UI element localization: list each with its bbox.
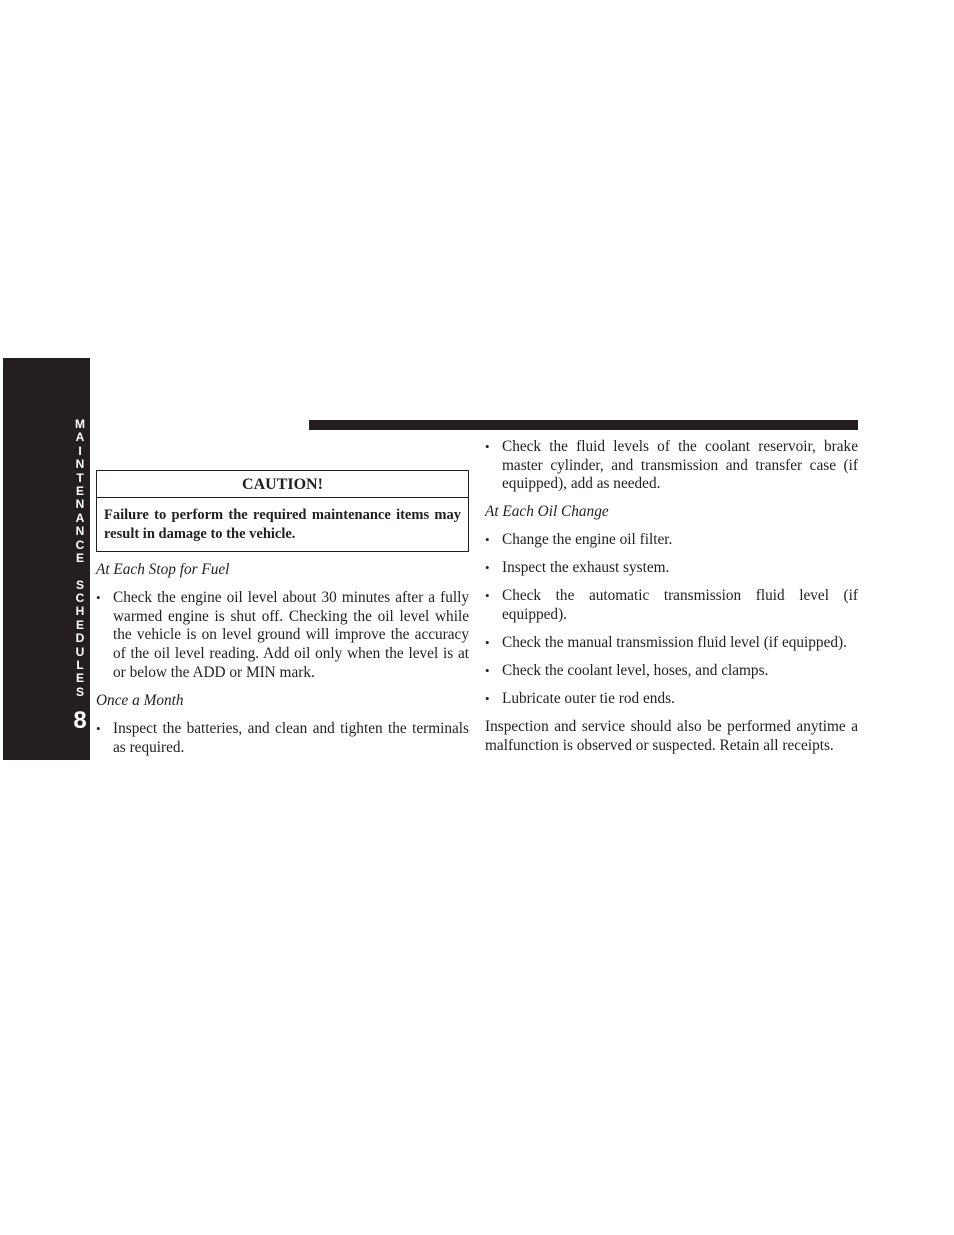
list-item-text: Inspect the batteries, and clean and tighten the terminals as required. (113, 719, 469, 756)
chapter-tab-letter: T (76, 470, 84, 485)
chapter-tab-letter: E (75, 671, 84, 686)
section-rule (309, 420, 858, 430)
bullet-icon: • (96, 590, 101, 605)
chapter-tab-letter: E (75, 617, 84, 632)
chapter-tab-letter: L (76, 658, 84, 673)
list-item (485, 634, 858, 653)
oil-change-heading: At Each Oil Change (485, 503, 609, 521)
chapter-tab-letter: A (75, 430, 85, 445)
chapter-tab-letter: E (75, 550, 84, 565)
list-item-text: Check the coolant level, hoses, and clamps. (502, 662, 769, 680)
list-item-text: Inspect the exhaust system. (502, 559, 670, 577)
list-item (485, 559, 858, 578)
list-item (485, 690, 858, 709)
fuel-heading: At Each Stop for Fuel (96, 561, 230, 578)
chapter-tab-letter: E (75, 483, 84, 498)
list-item-text: Change the engine oil filter. (502, 531, 673, 549)
bullet-icon: • (485, 560, 490, 576)
caution-title: CAUTION! (97, 471, 468, 498)
chapter-tab-letter: A (75, 510, 85, 525)
chapter-tab-letter: S (75, 684, 84, 699)
chapter-tab-letter: I (78, 443, 82, 458)
chapter-tab-label (72, 418, 88, 699)
chapter-tab-letter: N (75, 457, 85, 472)
chapter-tab-letter: S (75, 577, 84, 592)
bullet-icon: • (96, 720, 101, 736)
closing-paragraph: Inspection and service should also be performed anytime a malfunction is observed or suspected. Retain all receipts. (485, 718, 858, 754)
list-item (96, 720, 469, 757)
bullet-icon: • (485, 663, 490, 679)
caution-box (96, 470, 469, 552)
chapter-tab-letter: C (75, 537, 85, 552)
bullet-icon: • (485, 635, 490, 651)
bullet-icon: • (485, 439, 490, 454)
bullet-icon: • (485, 532, 490, 548)
list-item (485, 438, 858, 494)
month-heading: Once a Month (96, 691, 184, 709)
list-item (485, 587, 858, 624)
chapter-number: 8 (73, 707, 87, 734)
list-item (96, 589, 469, 683)
list-item-text: Lubricate outer tie rod ends. (502, 690, 675, 708)
chapter-tab-letter: C (75, 591, 85, 606)
list-item-text: Check the fluid levels of the coolant reservoir, brake master cylinder, and transmission and transfer case (if equipped), add as needed. (502, 438, 858, 493)
chapter-tab-letter: H (75, 604, 85, 619)
chapter-tab-letter: M (75, 417, 85, 431)
left-column (96, 470, 469, 767)
chapter-tab-letter: N (75, 497, 85, 512)
chapter-tab-letter: D (75, 631, 85, 646)
list-item-text: Check the manual transmission fluid level (if equipped). (502, 634, 847, 652)
list-item-text: Check the engine oil level about 30 minutes after a fully warmed engine is shut off. Checking the oil level while the vehicle is on level ground will improve the accuracy of the oil level reading. Add oil only when the level is at or below the ADD or MIN mark. (113, 589, 469, 681)
chapter-tab-letter: U (75, 644, 85, 659)
chapter-tab-letter: N (75, 524, 85, 539)
list-item (485, 531, 858, 550)
caution-text: Failure to perform the required maintenance items may result in damage to the vehicle. (104, 507, 461, 542)
bullet-icon: • (485, 691, 490, 707)
right-column (485, 438, 858, 756)
list-item-text: Check the automatic transmission fluid level (if equipped). (502, 587, 858, 624)
bullet-icon: • (485, 588, 490, 604)
list-item (485, 662, 858, 681)
